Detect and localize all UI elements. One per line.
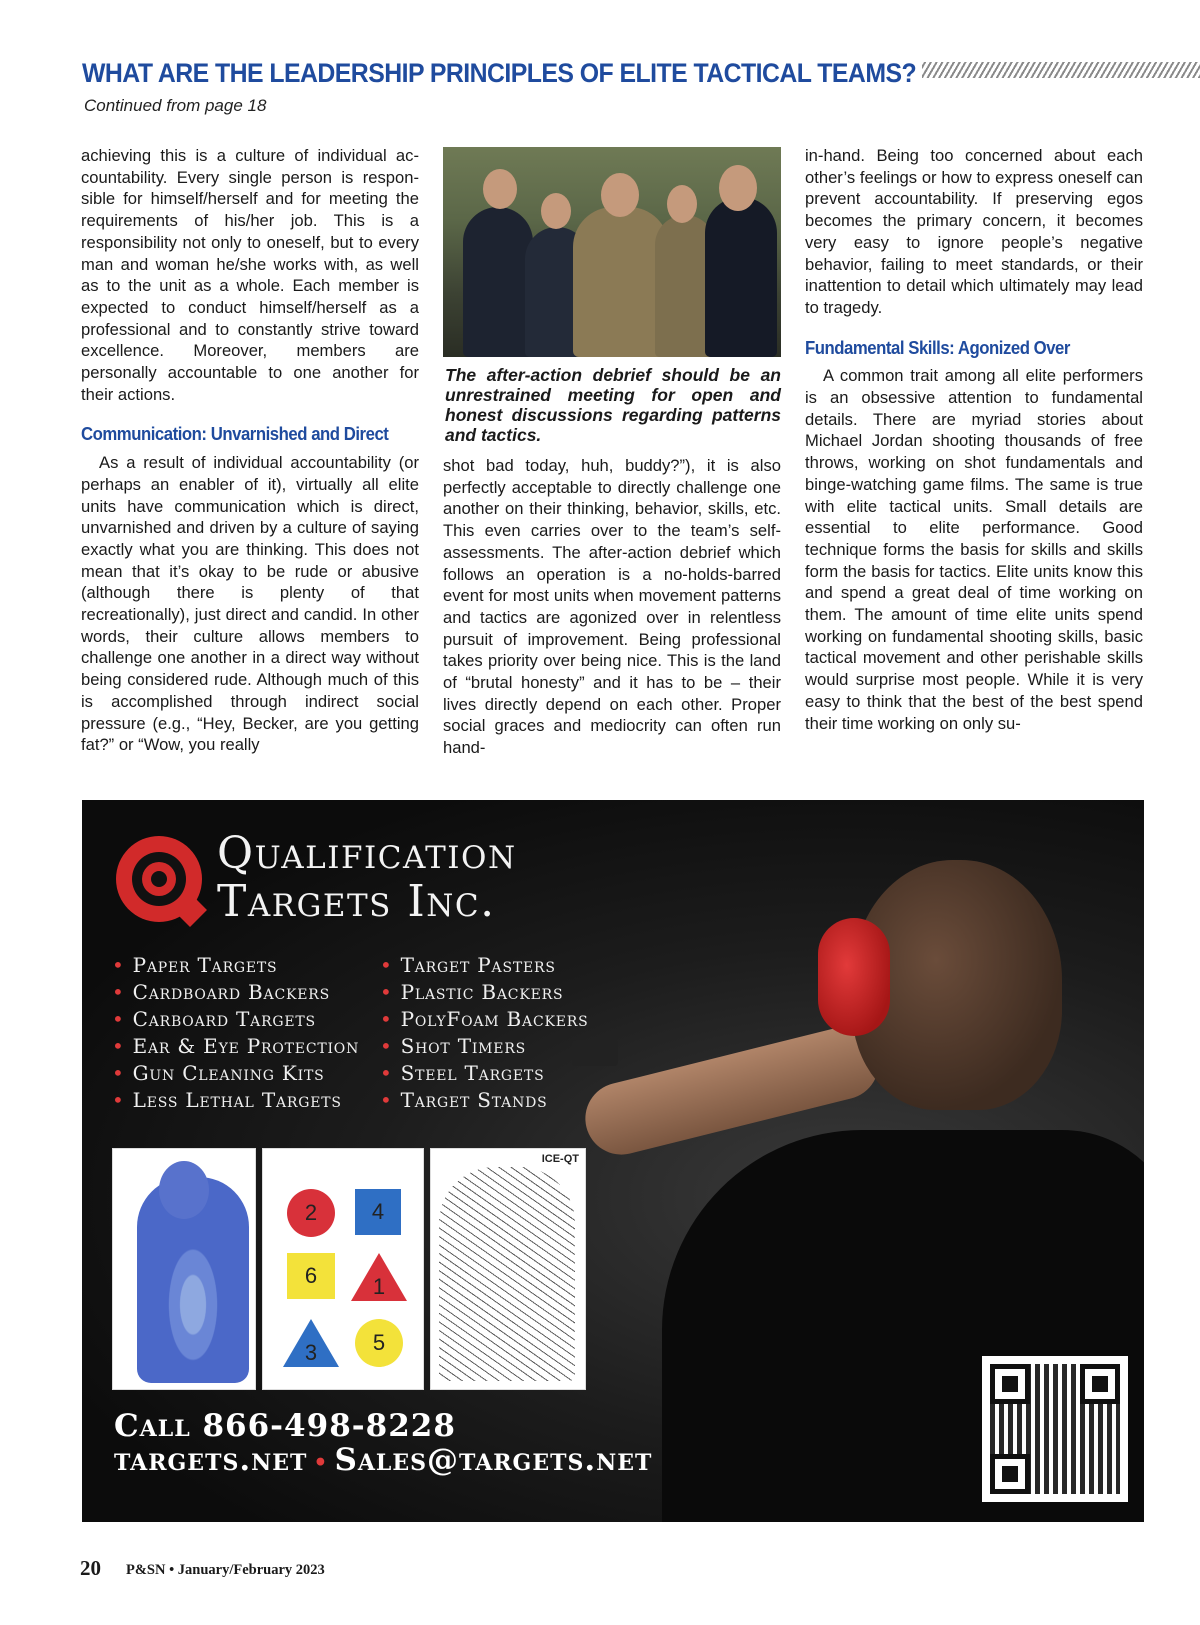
article-column-1	[81, 145, 419, 756]
list-item: • Plastic Backers	[380, 980, 564, 1004]
team-debrief-photo	[443, 147, 781, 357]
shape-label: 4	[355, 1189, 401, 1235]
list-item: • Cardboard Backers	[112, 980, 330, 1004]
shapes-target-image	[262, 1148, 424, 1390]
article-column-3	[805, 145, 1143, 734]
bullet-icon: •	[112, 1061, 125, 1085]
page-number: 20	[80, 1556, 101, 1580]
list-item: • Less Lethal Targets	[112, 1088, 342, 1112]
ear-protection-icon	[818, 918, 890, 1036]
bullet-icon: •	[112, 980, 125, 1004]
publication-info: P&SN • January/February 2023	[126, 1562, 325, 1578]
bullet-icon: •	[380, 980, 393, 1004]
website-link[interactable]: targets.net	[114, 1442, 308, 1478]
shape-label: 5	[355, 1319, 403, 1367]
bullet-icon: •	[380, 953, 393, 977]
paragraph: shot bad today, huh, buddy?”), it is also perfectly acceptable to directly challenge one another on their thinking, behavior, skills, etc. This even carries over to the team’s self-assessments. The after-action debrief which follows an operation is a no-holds-barred event for most units when movement patterns and tactics are agonized over in relentless pursuit of improvement. Being professional takes priority over being nice. This is the land of “brutal honesty” and it has to be – their lives directly depend on each other. Proper social graces and mediocrity can often run hand-	[443, 456, 781, 758]
list-item: • Shot Timers	[380, 1034, 527, 1058]
subhead-fundamental-skills: Fundamental Skills: Agonized Over	[805, 337, 1070, 358]
brand-line-1: Qualification	[217, 828, 517, 879]
bullet-icon: •	[112, 1034, 125, 1058]
list-item: • Target Pasters	[380, 953, 556, 977]
product-list-left	[112, 952, 359, 1114]
shape-label: 2	[287, 1189, 335, 1237]
photo-caption: The after-action debrief should be an unrestrained meeting for open and honest discussions regarding patterns and tactics.	[445, 365, 781, 445]
list-item: • Carboard Targets	[112, 1007, 316, 1031]
article-headline: WHAT ARE THE LEADERSHIP PRINCIPLES OF ELITE TACTICAL TEAMS?	[82, 58, 917, 88]
shape-label: 6	[287, 1253, 335, 1299]
bullet-icon: •	[380, 1034, 393, 1058]
article-column-2	[443, 147, 781, 759]
bullet-icon: •	[112, 1007, 125, 1031]
bullet-icon: •	[380, 1061, 393, 1085]
list-item: • PolyFoam Backers	[380, 1007, 589, 1031]
continued-note: Continued from page 18	[84, 96, 267, 115]
bullet-icon: •	[380, 1007, 393, 1031]
assailant-target-image	[430, 1148, 586, 1390]
phone-number[interactable]: Call 866-498-8228	[114, 1408, 456, 1444]
decorative-hatch-rule	[922, 62, 1200, 78]
list-item: • Target Stands	[380, 1088, 548, 1112]
email-link[interactable]: Sales@targets.net	[334, 1442, 653, 1478]
list-item: • Steel Targets	[380, 1061, 545, 1085]
shape-label: 3	[304, 1340, 318, 1365]
brand-line-2: Targets Inc.	[217, 876, 496, 927]
paragraph: A common trait among all elite performers is an obsessive attention to fundamental details. There are myriad stories about Michael Jordan shooting thousands of free throws, working on shot fundamentals and binge-watching game films. The same is true with elite tactical units. Small details are essential to elite performance. Good technique forms the basis for skills and skills form the basis for tactics. Elite units know this and spend a great deal of time working on them. The amount of time elite units spend working on fundamental shooting skills, basic tactical movement and other perishable skills would surprise most people. While it is very easy to think that the best of the best spend their time working on only su-	[805, 366, 1143, 733]
paragraph: achieving this is a culture of individual accountability. Every single person is responsible for himself/herself and for meeting the requirements of his/her job. This is a responsibility not only to oneself, but to every man and woman he/she works with, as well as to the unit as a whole. Each member is expected to conduct himself/herself as a professional and to constantly strive toward excellence. Moreover, members are personally accountable to one another for their actions.	[81, 146, 419, 404]
product-list-right	[380, 952, 588, 1114]
advertisement-qualification-targets[interactable]	[82, 800, 1144, 1522]
target-logo-icon	[116, 836, 202, 922]
paragraph: in-hand. Being too concerned about each other’s feelings or how to express oneself can prevent accountability. If preserving egos becomes the primary concern, it becomes very easy to ignore people’s negative behavior, failing to meet standards, or their inattention to detail which ultimately may lead to tragedy.	[805, 146, 1143, 317]
silhouette-target-image	[112, 1148, 256, 1390]
qr-code[interactable]	[982, 1356, 1128, 1502]
list-item: • Ear & Eye Protection	[112, 1034, 360, 1058]
ad-brand-name	[217, 830, 517, 926]
shape-label: 1	[372, 1274, 386, 1299]
ad-contact-line	[114, 1442, 652, 1478]
paragraph: As a result of individual accountability (or perhaps an enabler of it), virtually all elite units have communication which is direct, unvarnished and driven by a culture of saying exactly what you are thinking. This does not mean that it’s okay to be rude or abusive (although there is plenty of that recreationally), just direct and candid. In other words, their culture allows members to challenge one another in a direct way without being considered rude. Although much of this is accomplished through indirect social pressure (e.g., “Hey, Becker, are you getting fat?” or “Wow, you really	[81, 453, 419, 755]
bullet-icon: •	[112, 953, 125, 977]
bullet-icon: •	[380, 1088, 393, 1112]
subhead-communication: Communication: Unvarnished and Direct	[81, 424, 389, 445]
target-label: ICE-QT	[541, 1153, 579, 1165]
list-item: • Gun Cleaning Kits	[112, 1061, 325, 1085]
bullet-icon: •	[112, 1088, 125, 1112]
list-item: • Paper Targets	[112, 953, 278, 977]
separator-bullet: •	[313, 1450, 329, 1476]
